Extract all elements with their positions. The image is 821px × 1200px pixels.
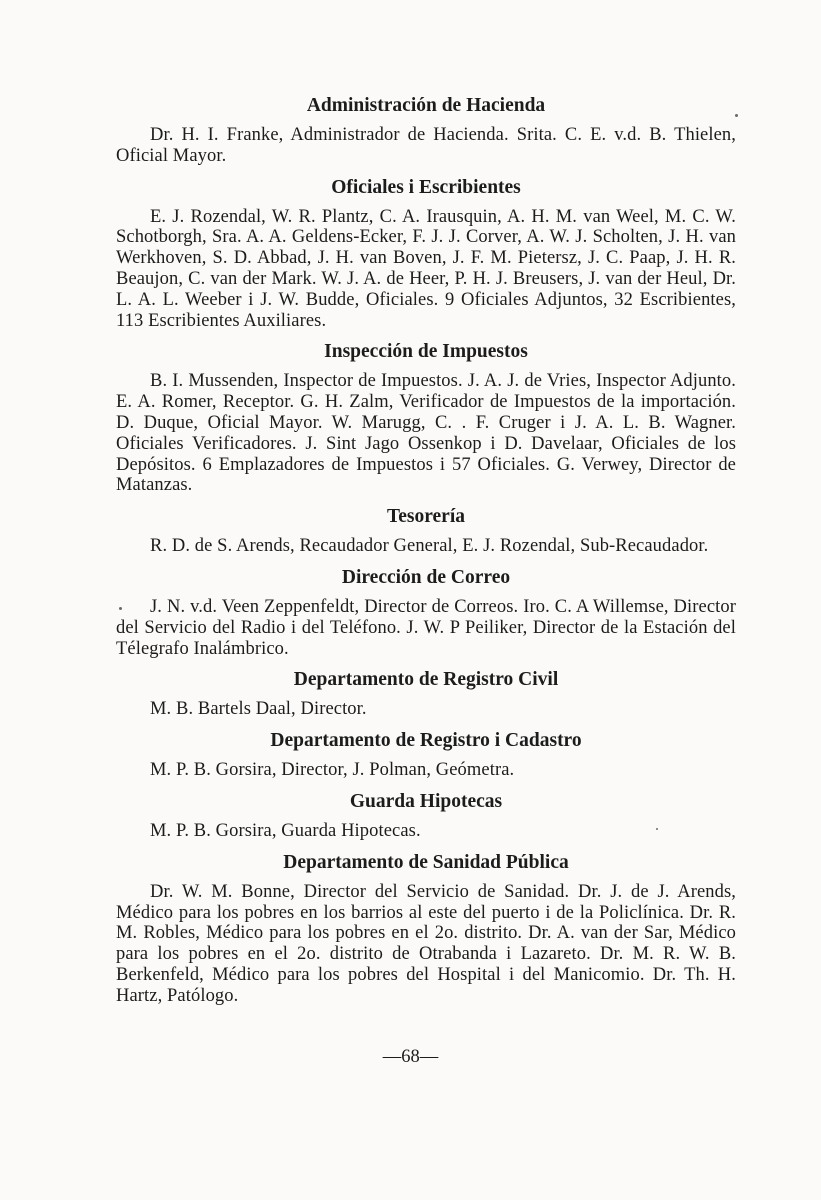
paragraph-registro-i-cadastro: M. P. B. Gorsira, Director, J. Polman, Geómetra.	[150, 760, 515, 781]
paper-speck	[735, 114, 738, 117]
heading-guarda-hipotecas: Guarda Hipotecas	[349, 790, 503, 812]
paragraph-tesoreria: R. D. de S. Arends, Recaudador General, E. J. Rozendal, Sub-Recaudador.	[150, 536, 709, 557]
heading-administracion-de-hacienda: Administración de Hacienda	[306, 95, 546, 116]
paragraph-direccion-de-correo: J. N. v.d. Veen Zeppenfeldt, Director de Correos. Iro. C. A Willemse, Director del Servicio del Radio i del Teléfono. J. W. P Peiliker, Director de la Estación del Télegrafo Inalámbrico.	[116, 596, 736, 659]
paragraph-administracion-de-hacienda: Dr. H. I. Franke, Administrador de Hacienda. Srita. C. E. v.d. B. Thielen, Oficial Mayor.	[116, 125, 736, 166]
paragraph-sanidad-publica: Dr. W. M. Bonne, Director del Servicio de Sanidad. Dr. J. de J. Arends, Médico para los pobres en los barrios al este del puerto i de la Policlínica. Dr. R. M. Robles, Médico para los pobres en el 2o. distrito. Dr. A. van der Sar, Médico para los pobres en el 2o. distrito de Otrabanda i Lazareto. Dr. M. R. W. B. Berkenfeld, Médico para los pobres del Hospital i del Manicomio. Dr. Th. H. Hartz, Patólogo.	[116, 881, 736, 1006]
heading-inspeccion-de-impuestos: Inspección de Impuestos	[324, 341, 528, 363]
heading-oficiales-i-escribientes: Oficiales i Escribientes	[331, 176, 521, 198]
page-number: —68—	[382, 1047, 439, 1067]
paper-speck	[656, 828, 658, 830]
paragraph-registro-civil: M. B. Bartels Daal, Director.	[150, 699, 367, 720]
heading-tesoreria: Tesorería	[387, 506, 465, 528]
paragraph-oficiales-i-escribientes: E. J. Rozendal, W. R. Plantz, C. A. Irausquin, A. H. M. van Weel, M. C. W. Schotborgh, Sra. A. A. Geldens-Ecker, F. J. J. Corver, A. W. J. Scholten, J. H. van Werkhoven, S. D. Abbad, J. H. van Boven, J. F. M. Pietersz, J. C. Paap, J. H. R. Beaujon, C. van der Mark. W. J. A. de Heer, P. H. J. Breusers, J. van der Heul, Dr. L. A. L. Weeber i J. W. Budde, Oficiales. 9 Oficiales Adjuntos, 32 Escribientes, 113 Escribientes Auxiliares.	[116, 206, 736, 331]
paper-speck	[119, 607, 122, 610]
heading-registro-civil: Departamento de Registro Civil	[293, 669, 559, 691]
heading-sanidad-publica: Departamento de Sanidad Pública	[283, 851, 569, 873]
heading-registro-i-cadastro: Departamento de Registro i Cadastro	[270, 730, 582, 752]
paragraph-guarda-hipotecas: M. P. B. Gorsira, Guarda Hipotecas.	[150, 820, 421, 841]
heading-direccion-de-correo: Dirección de Correo	[341, 566, 511, 588]
paragraph-inspeccion-de-impuestos: B. I. Mussenden, Inspector de Impuestos. J. A. J. de Vries, Inspector Adjunto. E. A. Romer, Receptor. G. H. Zalm, Verificador de Impuestos de la importación. D. Duque, Oficial Mayor. W. Marugg, C. . F. Cruger i J. A. L. B. Wagner. Oficiales Verificadores. J. Sint Jago Ossenkop i D. Davelaar, Oficiales de los Depósitos. 6 Emplazadores de Impuestos i 57 Oficiales. G. Verwey, Director de Matanzas.	[116, 371, 736, 496]
page-content	[116, 94, 736, 1007]
